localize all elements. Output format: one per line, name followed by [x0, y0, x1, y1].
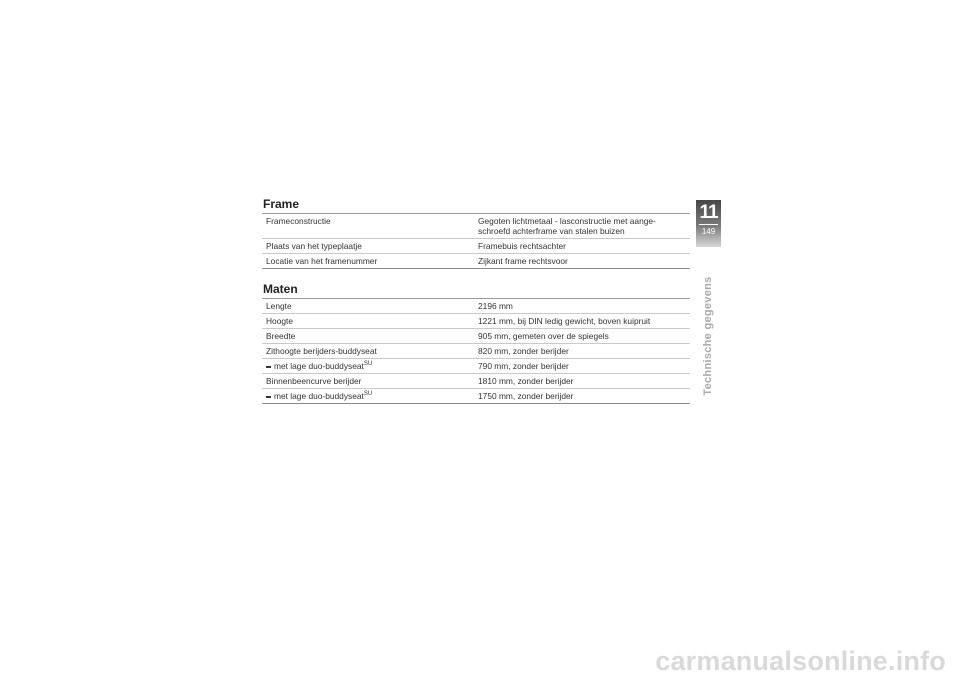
table-row [262, 344, 690, 359]
frame-spec-table [262, 213, 690, 269]
spec-label: Binnenbeencurve berijder [266, 376, 362, 386]
dash-bullet [266, 366, 271, 368]
table-row [262, 314, 690, 329]
table-row [262, 254, 690, 269]
spec-value-line: Gegoten lichtmetaal - lasconstructie met aange- [478, 216, 656, 226]
spec-value: Framebuis rechtsachter [478, 241, 566, 251]
spec-label: met lage duo-buddyseat [274, 391, 364, 401]
spec-value: Zijkant frame rechtsvoor [478, 256, 568, 266]
spec-value: 905 mm, gemeten over de spiegels [478, 331, 609, 341]
spec-value: 1810 mm, zonder berijder [478, 376, 574, 386]
section-title-maten: Maten [263, 282, 298, 296]
chapter-tab [696, 200, 721, 247]
spec-label: Zithoogte berijders-buddyseat [266, 346, 377, 356]
table-row [262, 374, 690, 389]
page-number: 149 [701, 227, 716, 236]
spec-label-sub [262, 389, 474, 404]
spec-value-line: schroefd achterframe van stalen buizen [478, 226, 625, 236]
table-row [262, 299, 690, 314]
spec-label: Breedte [266, 331, 296, 341]
spec-label: Locatie van het framenummer [266, 256, 378, 266]
chapter-side-label: Technische gegevens [702, 276, 714, 396]
spec-value: 1221 mm, bij DIN ledig gewicht, boven kuipruit [478, 316, 651, 326]
table-row [262, 214, 690, 239]
maten-spec-table [262, 298, 690, 404]
spec-label: Lengte [266, 301, 292, 311]
table-row [262, 329, 690, 344]
table-row [262, 239, 690, 254]
table-row [262, 389, 690, 404]
spec-label: met lage duo-buddyseat [274, 361, 364, 371]
section-title-frame: Frame [263, 197, 300, 211]
spec-value: 820 mm, zonder berijder [478, 346, 569, 356]
spec-label-sub [262, 359, 474, 374]
superscript-note: SU [363, 361, 373, 368]
spec-value: 790 mm, zonder berijder [478, 361, 569, 371]
chapter-number: 11 [699, 202, 718, 223]
spec-label: Hoogte [266, 316, 294, 326]
superscript-note: SU [363, 391, 373, 398]
spec-label: Frameconstructie [266, 216, 331, 226]
spec-value [474, 214, 690, 239]
table-row [262, 359, 690, 374]
spec-label: Plaats van het typeplaatje [266, 241, 362, 251]
spec-value: 2196 mm [478, 301, 513, 311]
watermark: carmanualsonline.info [655, 646, 946, 676]
chapter-divider [699, 224, 718, 225]
dash-bullet [266, 396, 271, 398]
spec-value: 1750 mm, zonder berijder [478, 391, 574, 401]
